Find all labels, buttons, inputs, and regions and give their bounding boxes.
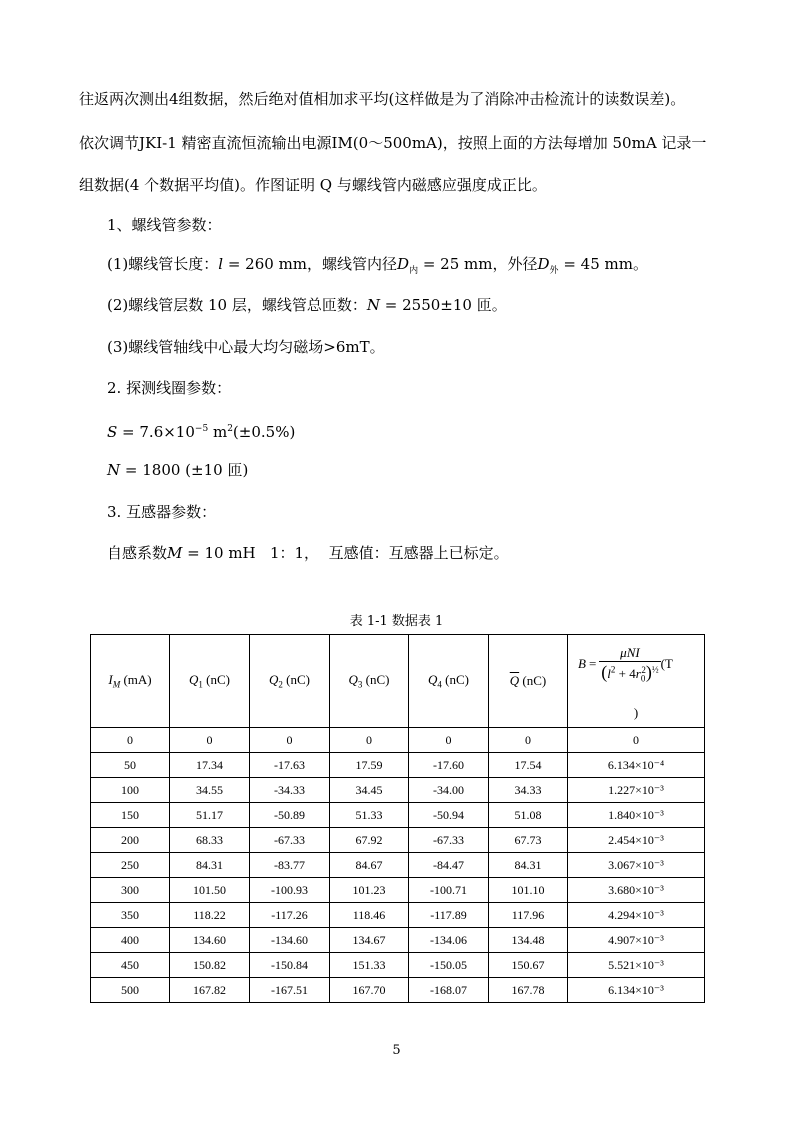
cell-im: 500	[91, 978, 170, 1003]
paragraph-line-3: 组数据(4 个数据平均值)。作图证明 Q 与螺线管内磁感应强度成正比。	[79, 176, 547, 194]
inductance-symbol: M	[167, 544, 183, 562]
section-3-heading: 3. 互感器参数：	[107, 503, 217, 521]
table-row	[91, 803, 705, 828]
cell-q3: 67.92	[330, 828, 409, 853]
cell-qbar: 34.33	[489, 778, 568, 803]
table-row	[91, 728, 705, 753]
solenoid-max-field: (3)螺线管轴线中心最大均匀磁场>6mT。	[107, 338, 385, 356]
cell-q1: 51.17	[170, 803, 250, 828]
cell-q3: 17.59	[330, 753, 409, 778]
header-qbar: $\overline{Q}$ (nC)	[489, 635, 568, 728]
cell-im: 150	[91, 803, 170, 828]
area-symbol: S	[107, 423, 118, 441]
probe-area	[107, 419, 295, 442]
cell-q3: 34.45	[330, 778, 409, 803]
cell-q1: 34.55	[170, 778, 250, 803]
cell-q2: -34.33	[250, 778, 330, 803]
cell-qbar: 117.96	[489, 903, 568, 928]
turns-symbol: N	[366, 296, 380, 314]
turns-value: = 2550±10 匝。	[380, 296, 507, 314]
cell-im: 100	[91, 778, 170, 803]
cell-b: 4.294×10⁻³	[568, 903, 705, 928]
b-unit-close: )	[633, 705, 639, 720]
cell-qbar: 101.10	[489, 878, 568, 903]
cell-q3: 101.23	[330, 878, 409, 903]
cell-q3: 167.70	[330, 978, 409, 1003]
cell-qbar: 51.08	[489, 803, 568, 828]
cell-q2: -150.84	[250, 953, 330, 978]
cell-im: 400	[91, 928, 170, 953]
cell-q3: 151.33	[330, 953, 409, 978]
area-tolerance: (±0.5%)	[232, 423, 296, 441]
cell-q3: 0	[330, 728, 409, 753]
paragraph-line-1: 往返两次测出4组数据，然后绝对值相加求平均(这样做是为了消除冲击检流计的读数误差)。	[79, 90, 686, 108]
header-q3: $Q_3$ (nC)	[330, 635, 409, 728]
turns-label: (2)螺线管层数 10 层，螺线管总匝数：	[107, 296, 367, 314]
cell-q2: 0	[250, 728, 330, 753]
cell-q4: -150.05	[409, 953, 489, 978]
area-unit-exponent: 2	[227, 424, 233, 434]
probe-turns-value: = 1800 (±10 匝)	[120, 461, 249, 479]
cell-q4: -134.06	[409, 928, 489, 953]
cell-q2: -83.77	[250, 853, 330, 878]
cell-q3: 84.67	[330, 853, 409, 878]
cell-q2: -167.51	[250, 978, 330, 1003]
cell-q1: 101.50	[170, 878, 250, 903]
cell-b: 1.227×10⁻³	[568, 778, 705, 803]
probe-turns	[107, 460, 248, 480]
cell-q4: -67.33	[409, 828, 489, 853]
cell-q4: -17.60	[409, 753, 489, 778]
header-q2: $Q_2$ (nC)	[250, 635, 330, 728]
cell-b: 4.907×10⁻³	[568, 928, 705, 953]
cell-q1: 68.33	[170, 828, 250, 853]
cell-b: 1.840×10⁻³	[568, 803, 705, 828]
table-row	[91, 928, 705, 953]
cell-q2: -50.89	[250, 803, 330, 828]
inductance-rest: 1：1， 互感值：互感器上已标定。	[255, 544, 509, 562]
table-row	[91, 978, 705, 1003]
header-b-formula: B = $\frac{\text{μNI}}{(l^2 + 4r_0^2)^{\frac{1}{2}}}$ (T )	[568, 635, 705, 728]
table-row	[91, 953, 705, 978]
cell-q2: -100.93	[250, 878, 330, 903]
b-formula-fraction: $\frac{\text{μNI}}{(l^2 + 4r_0^2)^{\frac{1}{2}}}$	[601, 645, 659, 684]
cell-b: 2.454×10⁻³	[568, 828, 705, 853]
header-q4: $Q_4$ (nC)	[409, 635, 489, 728]
cell-q1: 134.60	[170, 928, 250, 953]
area-unit: m	[208, 423, 228, 441]
cell-q1: 167.82	[170, 978, 250, 1003]
table-row	[91, 778, 705, 803]
section-2-heading: 2. 探测线圈参数：	[107, 379, 232, 397]
cell-q3: 118.46	[330, 903, 409, 928]
cell-q1: 118.22	[170, 903, 250, 928]
section-1-heading: 1、螺线管参数：	[107, 216, 222, 234]
cell-q4: -100.71	[409, 878, 489, 903]
inner-diameter-subscript: 内	[409, 266, 419, 276]
cell-qbar: 167.78	[489, 978, 568, 1003]
table-row	[91, 903, 705, 928]
cell-im: 250	[91, 853, 170, 878]
cell-im: 0	[91, 728, 170, 753]
cell-qbar: 67.73	[489, 828, 568, 853]
header-im: $I_M$ (mA)	[91, 635, 170, 728]
cell-b: 5.521×10⁻³	[568, 953, 705, 978]
solenoid-turns	[107, 295, 507, 315]
solenoid-dimensions	[107, 254, 648, 281]
cell-qbar: 150.67	[489, 953, 568, 978]
paragraph-line-2: 依次调节JKI-1 精密直流恒流输出电源IM(0～500mA)，按照上面的方法每增加 50mA 记录一	[79, 134, 707, 152]
probe-turns-symbol: N	[107, 461, 121, 479]
area-value: = 7.6×10	[117, 423, 195, 441]
inner-diameter-value: = 25 mm	[418, 255, 493, 273]
table-caption: 表 1-1 数据表 1	[349, 614, 444, 629]
table-row	[91, 828, 705, 853]
cell-q2: -67.33	[250, 828, 330, 853]
length-value: = 260 mm	[223, 255, 308, 273]
cell-im: 300	[91, 878, 170, 903]
cell-b: 0	[568, 728, 705, 753]
cell-q4: -117.89	[409, 903, 489, 928]
cell-qbar: 84.31	[489, 853, 568, 878]
cell-qbar: 17.54	[489, 753, 568, 778]
header-q1: $Q_1$ (nC)	[170, 635, 250, 728]
table-body	[91, 728, 705, 1003]
dimensions-label: (1)螺线管长度：	[107, 255, 219, 273]
cell-q2: -117.26	[250, 903, 330, 928]
area-exponent: −5	[194, 424, 209, 434]
cell-q4: -34.00	[409, 778, 489, 803]
cell-im: 50	[91, 753, 170, 778]
outer-diameter-value: = 45 mm。	[558, 255, 648, 273]
b-unit-open: (T	[660, 656, 673, 672]
cell-b: 6.134×10⁻³	[568, 978, 705, 1003]
length-symbol: l	[218, 255, 224, 273]
cell-q1: 150.82	[170, 953, 250, 978]
cell-q4: -50.94	[409, 803, 489, 828]
cell-q4: -168.07	[409, 978, 489, 1003]
cell-q4: 0	[409, 728, 489, 753]
inner-diameter-label: ，螺线管内径	[307, 255, 398, 273]
table-row	[91, 853, 705, 878]
outer-diameter-label: ，外径	[492, 255, 538, 273]
cell-im: 200	[91, 828, 170, 853]
table-header-row	[91, 635, 705, 728]
page-number: 5	[392, 1043, 401, 1058]
cell-q3: 134.67	[330, 928, 409, 953]
outer-diameter-symbol: D	[537, 255, 550, 273]
cell-b: 3.680×10⁻³	[568, 878, 705, 903]
cell-b: 3.067×10⁻³	[568, 853, 705, 878]
cell-qbar: 0	[489, 728, 568, 753]
inductance-label: 自感系数	[107, 544, 168, 562]
inner-diameter-symbol: D	[397, 255, 410, 273]
cell-im: 350	[91, 903, 170, 928]
cell-b: 6.134×10⁻⁴	[568, 753, 705, 778]
cell-q1: 84.31	[170, 853, 250, 878]
cell-q1: 0	[170, 728, 250, 753]
cell-qbar: 134.48	[489, 928, 568, 953]
data-table	[90, 634, 705, 1003]
table-row	[91, 878, 705, 903]
mutual-inductor-params	[107, 543, 509, 563]
table-row	[91, 753, 705, 778]
inductance-value: = 10 mH	[182, 544, 256, 562]
outer-diameter-subscript: 外	[549, 266, 559, 276]
cell-q3: 51.33	[330, 803, 409, 828]
cell-q2: -134.60	[250, 928, 330, 953]
cell-q1: 17.34	[170, 753, 250, 778]
cell-im: 450	[91, 953, 170, 978]
cell-q2: -17.63	[250, 753, 330, 778]
cell-q4: -84.47	[409, 853, 489, 878]
